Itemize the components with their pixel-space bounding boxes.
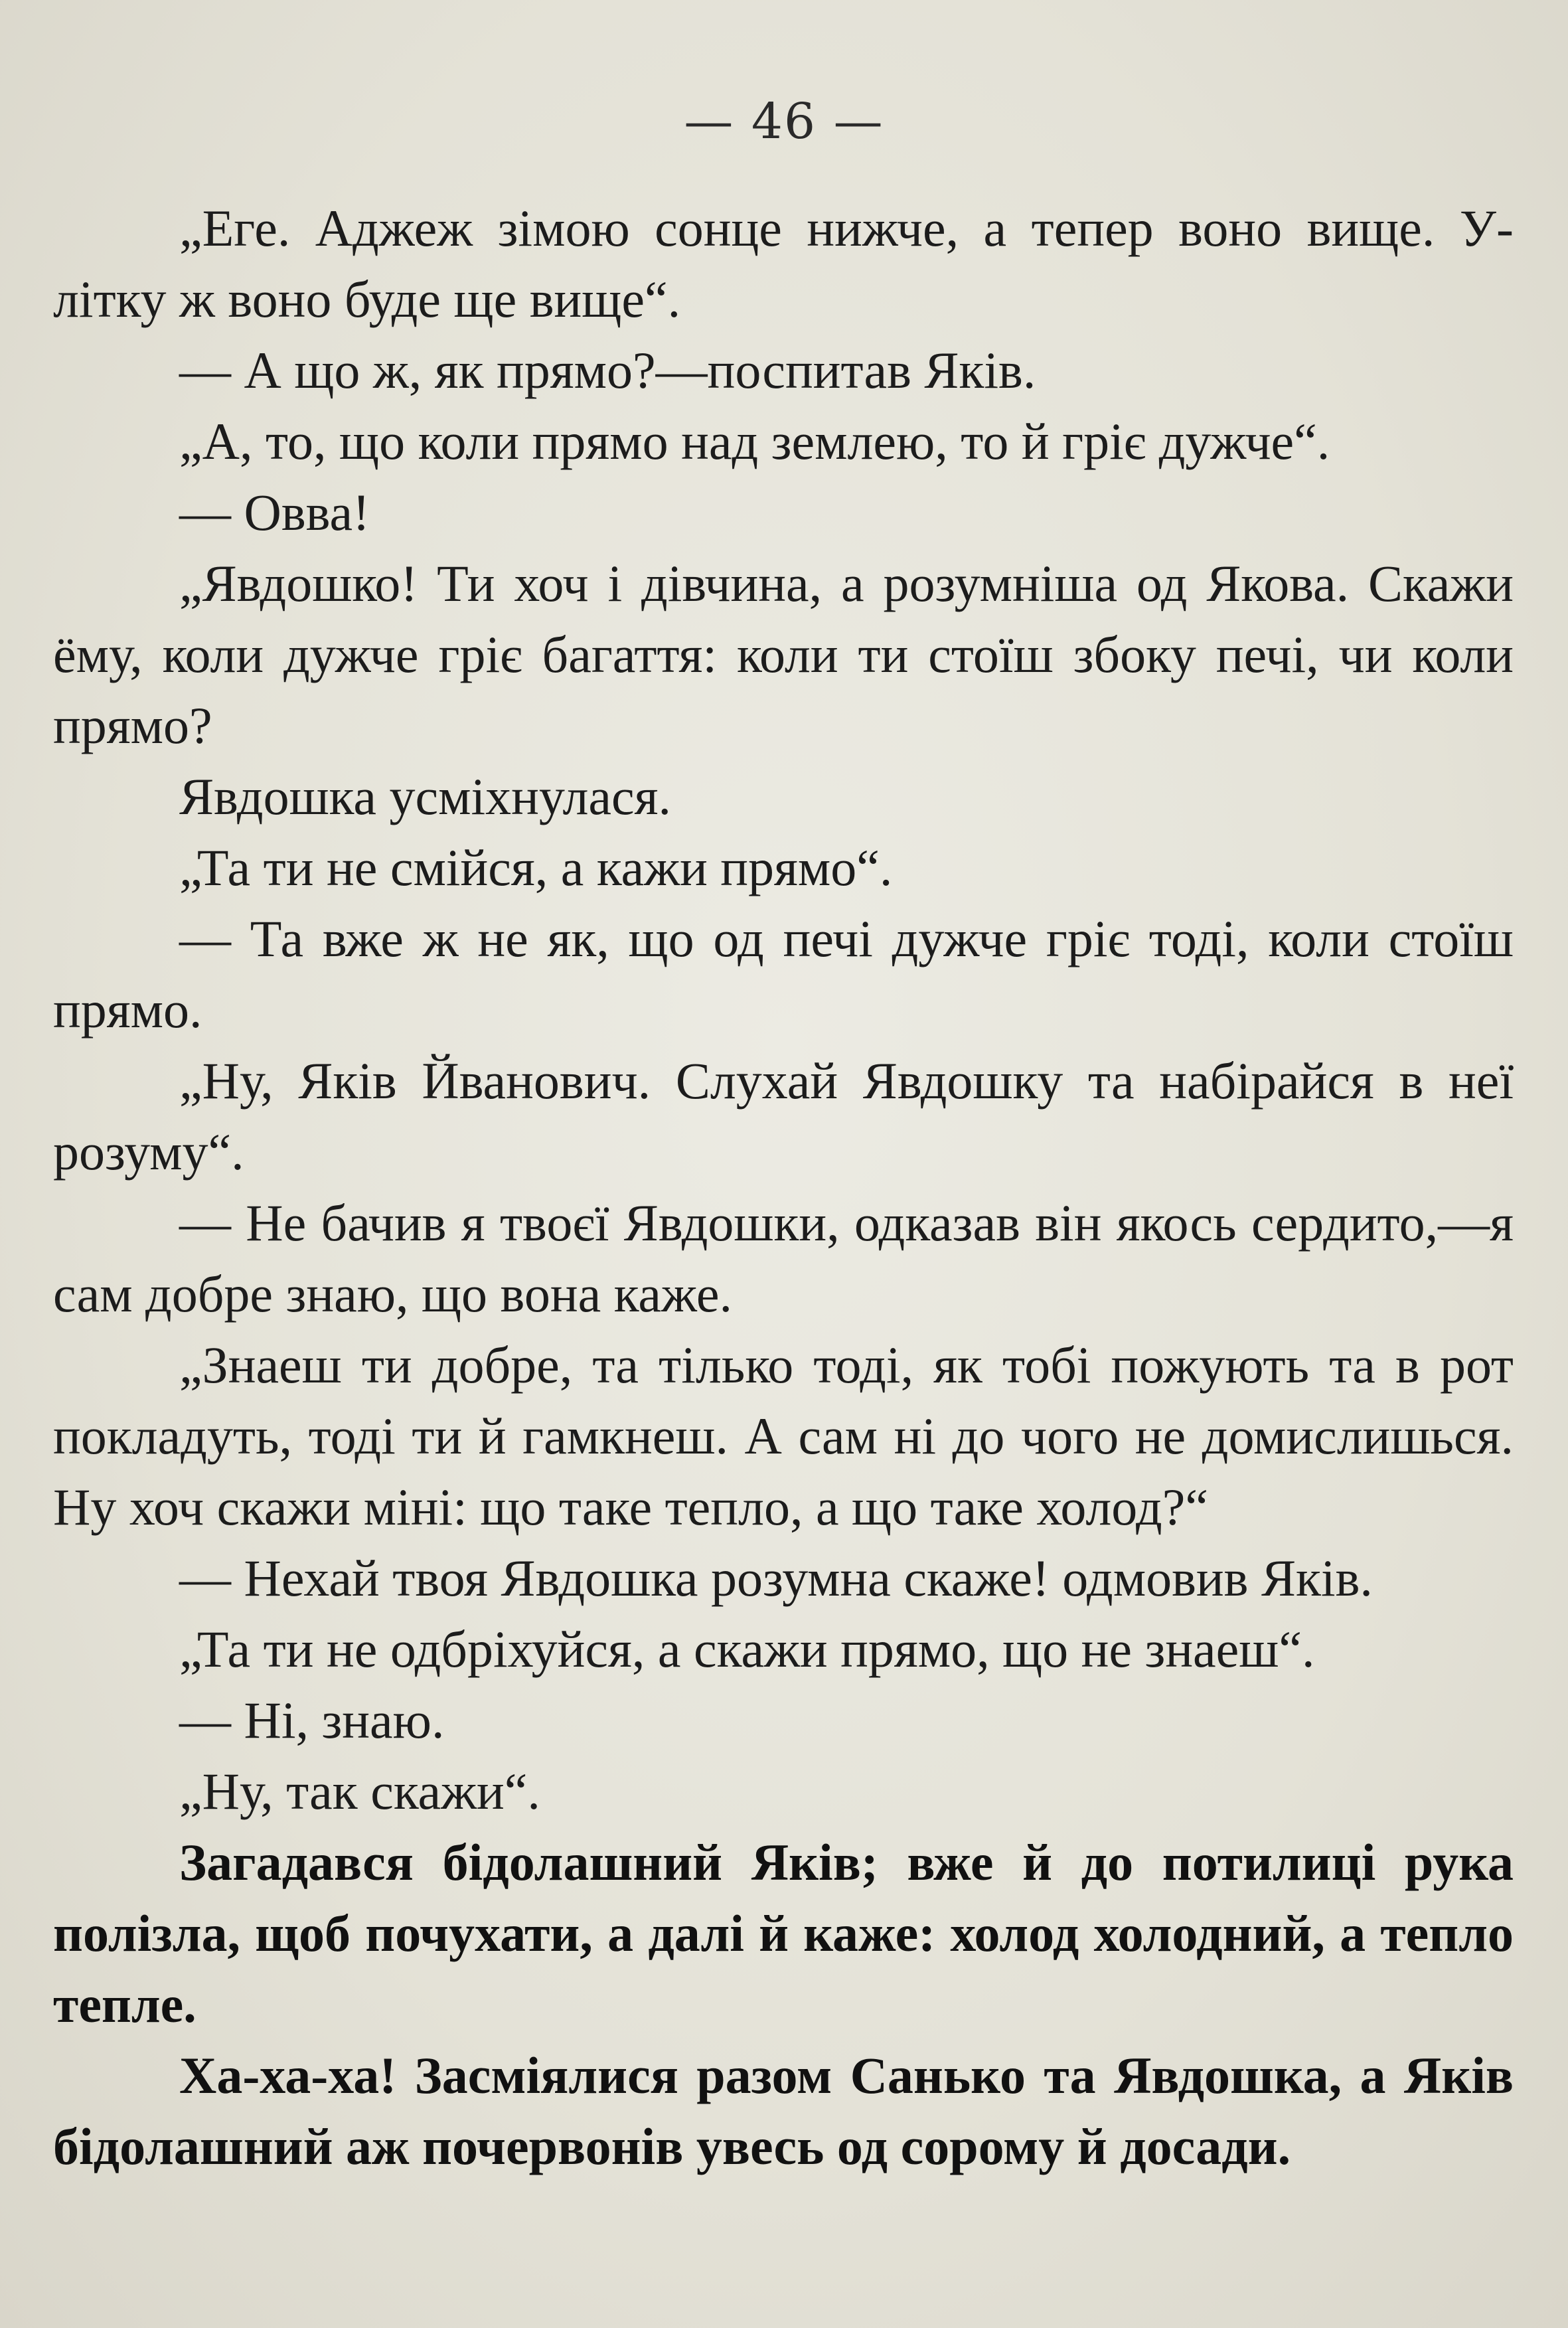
paragraph: „Та ти не смійся, а кажи прямо“.	[179, 839, 893, 896]
paragraph: — Та вже ж не як, що од печі дужче гріє тоді, коли стоїш прямо.	[53, 910, 1514, 1039]
paragraph: „Ну, Яків Йванович. Слухай Явдошку та набірайся в неї розуму“.	[53, 1052, 1514, 1181]
paragraph: — Ні, знаю.	[179, 1691, 445, 1749]
paragraph: Ха-ха-ха! Засміялися разом Санько та Явдошка, а Яків бідолашний аж почервонів увесь од сорому й досади.	[53, 2046, 1514, 2175]
paragraph: — Овва!	[179, 483, 370, 541]
paragraph: — Нехай твоя Явдошка розумна скаже! одмовив Яків.	[179, 1549, 1373, 1607]
paragraph: „А, то, що коли прямо над землею, то й гріє дужче“.	[179, 412, 1330, 470]
paragraph: „Ну, так скажи“.	[179, 1762, 540, 1820]
paragraph: „Еге. Аджеж зімою сонце нижче, а тепер воно вище. У-літку ж воно буде ще вище“.	[53, 199, 1514, 328]
paragraph: — Не бачив я твоєї Явдошки, одказав він якось сердито,—я сам добре знаю, що вона каже.	[53, 1194, 1514, 1323]
paragraph: „Явдошко! Ти хоч і дівчина, а розумніша од Якова. Скажи ёму, коли дужче гріє багаття: коли ти стоїш збоку печі, чи коли прямо?	[53, 554, 1514, 754]
paragraph: Загадався бідолашний Яків; вже й до потилиці рука полізла, щоб почухати, а далі й каже: холод холодний, а тепло тепле.	[53, 1833, 1514, 2033]
paragraph: „Та ти не одбріхуйся, а скажи прямо, що не знаеш“.	[179, 1620, 1315, 1678]
paragraph: „Знаеш ти добре, та тілько тоді, як тобі пожують та в рот покладуть, тоді ти й гамкнеш. А сам ні до чого не домислишься. Ну хоч скажи міні: що таке тепло, а що таке холод?“	[53, 1336, 1514, 1536]
text-body	[53, 193, 1514, 2182]
paragraph: — А що ж, як прямо?—поспитав Яків.	[179, 341, 1036, 399]
page-number: — 46 —	[684, 93, 884, 150]
paragraph: Явдошка усміхнулася.	[179, 768, 671, 825]
